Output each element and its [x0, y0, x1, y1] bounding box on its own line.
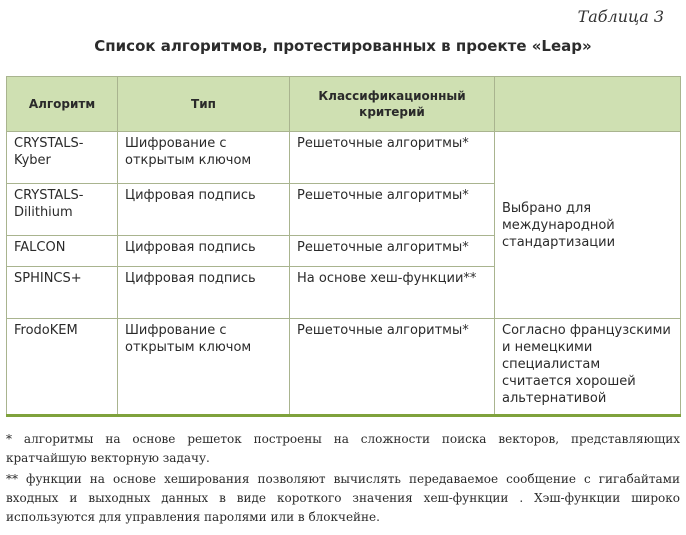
- cell-type: Цифровая подпись: [118, 236, 290, 267]
- header-verdict: [495, 77, 681, 132]
- cell-type: Цифровая подпись: [118, 267, 290, 319]
- header-criterion: Классификационный критерий: [290, 77, 495, 132]
- cell-verdict: Согласно французскими и немецкими специалистам считается хорошей альтернативой: [495, 319, 681, 416]
- table-row: [7, 319, 681, 416]
- cell-algorithm: CRYSTALS-Kyber: [7, 132, 118, 184]
- cell-algorithm: CRYSTALS-Dilithium: [7, 184, 118, 236]
- table-number-label: Таблица 3: [577, 7, 664, 26]
- cell-type: Шифрование с открытым ключом: [118, 132, 290, 184]
- cell-algorithm: FrodoKEM: [7, 319, 118, 416]
- header-algorithm: Алгоритм: [7, 77, 118, 132]
- cell-criterion: Решеточные алгоритмы*: [290, 319, 495, 416]
- cell-algorithm: FALCON: [7, 236, 118, 267]
- table-row: [7, 132, 681, 184]
- cell-criterion: Решеточные алгоритмы*: [290, 184, 495, 236]
- table-title: Список алгоритмов, протестированных в проекте «Leap»: [94, 37, 592, 55]
- cell-criterion: Решеточные алгоритмы*: [290, 132, 495, 184]
- cell-criterion: На основе хеш-функции**: [290, 267, 495, 319]
- cell-type: Цифровая подпись: [118, 184, 290, 236]
- cell-verdict-merged: Выбрано для международной стандартизации: [495, 132, 681, 319]
- algorithms-table: [6, 76, 681, 417]
- footnote-hash: ** функции на основе хеширования позволяют вычислять передаваемое сообщение с гигабайтами входных и выходных данных в виде короткого значения хеш-функции . Хэш-функции широко используются для управления паролями или в блокчейне.: [6, 472, 680, 524]
- footnote-lattice: * алгоритмы на основе решеток построены на сложности поиска векторов, представляющих кратчайшую векторную задачу.: [6, 432, 680, 465]
- cell-type: Шифрование с открытым ключом: [118, 319, 290, 416]
- cell-criterion: Решеточные алгоритмы*: [290, 236, 495, 267]
- table-header-row: [7, 77, 681, 132]
- cell-algorithm: SPHINCS+: [7, 267, 118, 319]
- header-type: Тип: [118, 77, 290, 132]
